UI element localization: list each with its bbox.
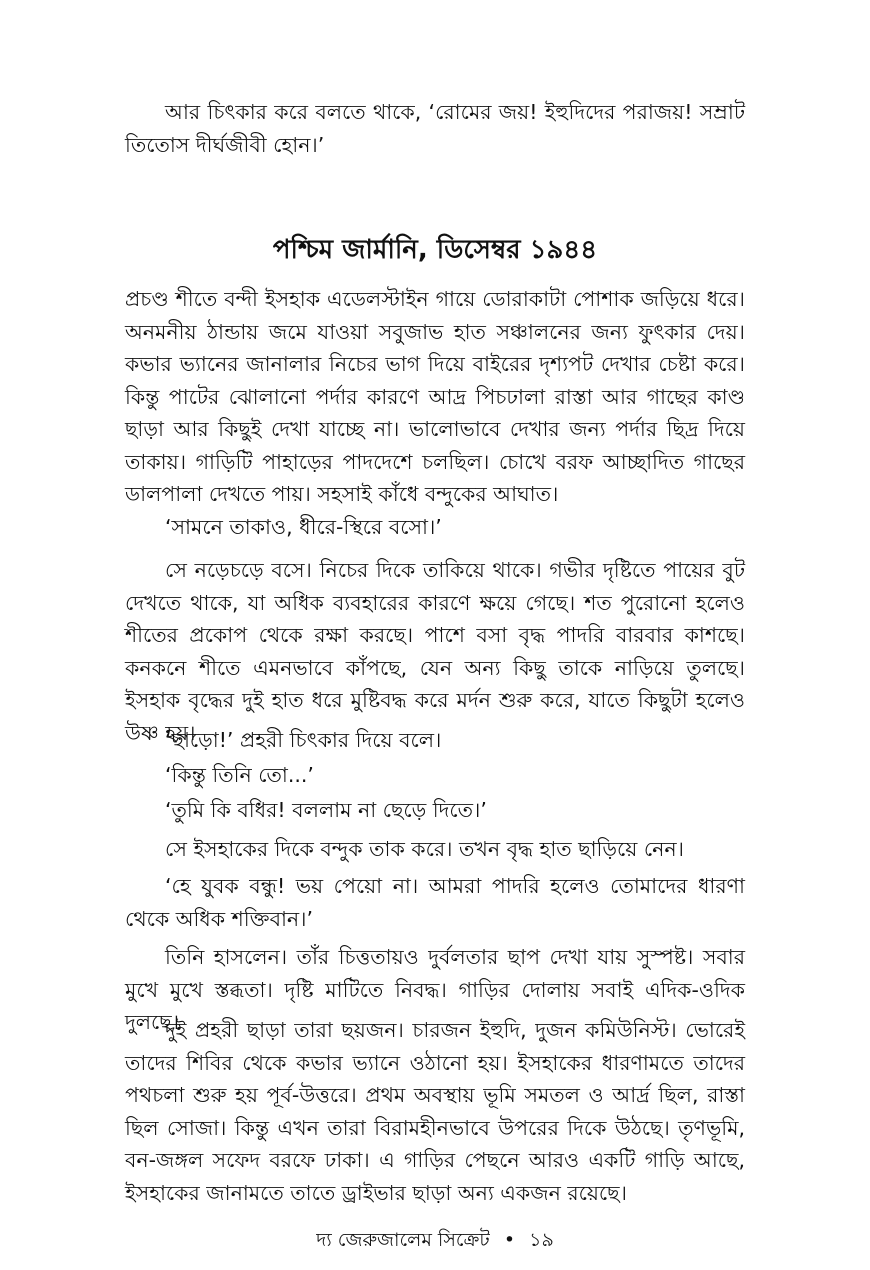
footer-book-title: দ্য জেরুজালেম সিক্রেট: [316, 1229, 490, 1251]
paragraph-2: সে নড়েচড়ে বসে। নিচের দিকে তাকিয়ে থাকে। গভীর দৃষ্টিতে পায়ের বুট দেখতে থাকে, যা অধিক ব্যবহারের কারণে ক্ষয়ে গেছে। শত পুরোনো হলেও শীতের প্রকোপ থেকে রক্ষা করছে। পাশে বসা বৃদ্ধ পাদরি বারবার কাশছে। কনকনে শীতে এমনভাবে কাঁপছে, যেন অন্য কিছু তাকে নাড়িয়ে তুলছে। ইসহাক বৃদ্ধের দুই হাত ধরে মুষ্টিবদ্ধ করে মর্দন শুরু করে, যাতে কিছুটা হলেও উষ্ণ হয়।: [125, 558, 745, 745]
paragraph-4: তিনি হাসলেন। তাঁর চিত্ততায়ও দুর্বলতার ছাপ দেখা যায় সুস্পষ্ট। সবার মুখে মুখে স্তব্ধতা। দৃষ্টি মাটিতে নিবদ্ধ। গাড়ির দোলায় সবাই এদিক-ওদিক দুলছে।: [125, 945, 745, 1034]
section-heading: পশ্চিম জার্মানি, ডিসেম্বর ১৯৪৪: [272, 235, 598, 265]
paragraph-5: দুই প্রহরী ছাড়া তারা ছয়জন। চারজন ইহুদি, দুজন কমিউনিস্ট। ভোরেই তাদের শিবির থেকে কভার ভ্যানে ওঠানো হয়। ইসহাকের ধারণামতে তাদের পথচলা শুরু হয় পূর্ব-উত্তরে। প্রথম অবস্থায় ভূমি সমতল ও আর্দ্র ছিল, রাস্তা ছিল সোজা। কিন্তু এখন তারা বিরামহীনভাবে উপরের দিকে উঠছে। তৃণভূমি, বন-জঙ্গল সফেদ বরফে ঢাকা। এ গাড়ির পেছনে আরও একটি গাড়ি আছে, ইসহাকের জানামতে তাতে ড্রাইভার ছাড়া অন্য একজন রয়েছে।: [125, 1018, 745, 1205]
paragraph-1: প্রচণ্ড শীতে বন্দী ইসহাক এডেলস্টাইন গায়ে ডোরাকাটা পোশাক জড়িয়ে ধরে। অনমনীয় ঠান্ডায় জমে যাওয়া সবুজাভ হাত সঞ্চালনের জন্য ফুৎকার দেয়। কভার ভ্যানের জানালার নিচের ভাগ দিয়ে বাইরের দৃশ্যপট দেখার চেষ্টা করে। কিন্তু পাটের ঝোলানো পর্দার কারণে আদ্র পিচঢালা রাস্তা আর গাছের কাণ্ড ছাড়া আর কিছুই দেখা যাচ্ছে না। ভালোভাবে দেখার জন্য পর্দার ছিদ্র দিয়ে তাকায়। গাড়িটি পাহাড়ের পাদদেশে চলছিল। চোখে বরফ আচ্ছাদিত গাছের ডালপালা দেখতে পায়। সহসাই কাঁধে বন্দুকের আঘাত।: [125, 287, 745, 506]
paragraph-dialogue-5: ‘হে যুবক বন্ধু! ভয় পেয়ো না। আমরা পাদরি হলেও তোমাদের ধারণা থেকে অধিক শক্তিবান।’: [125, 874, 745, 931]
footer-separator: •: [503, 1229, 516, 1251]
paragraph-opening: আর চিৎকার করে বলতে থাকে, ‘রোমের জয়! ইহুদিদের পরাজয়! সম্রাট তিতোস দীর্ঘজীবী হোন।’: [125, 100, 745, 157]
paragraph-dialogue-3: ‘কিন্তু তিনি তো...’: [165, 763, 314, 787]
paragraph-dialogue-4: ‘তুমি কি বধির! বললাম না ছেড়ে দিতে।’: [165, 798, 487, 822]
page-number: ১৯: [529, 1229, 554, 1251]
paragraph-3: সে ইসহাকের দিকে বন্দুক তাক করে। তখন বৃদ্ধ হাত ছাড়িয়ে নেন।: [165, 837, 684, 861]
page-footer: [0, 1225, 870, 1255]
paragraph-dialogue-2: ‘ছাড়ো!’ প্রহরী চিৎকার দিয়ে বলে।: [165, 728, 442, 752]
paragraph-dialogue-1: ‘সামনে তাকাও, ধীরে-স্থিরে বসো।’: [165, 515, 442, 539]
